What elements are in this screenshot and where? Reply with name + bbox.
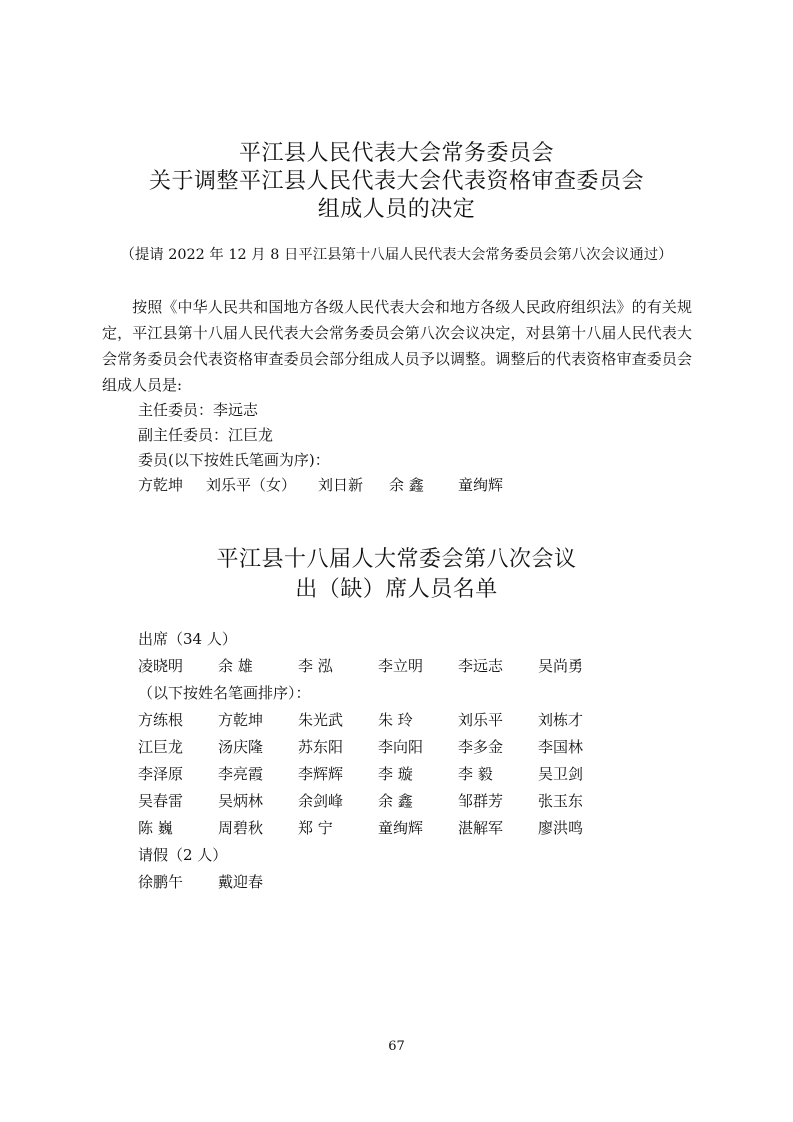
attendee-name: 吴卫剑 bbox=[538, 765, 584, 783]
attendee-name: 江巨龙 bbox=[138, 738, 184, 756]
attendee-name: 李亮霞 bbox=[218, 765, 264, 783]
absentee-name: 戴迎春 bbox=[218, 873, 264, 891]
attendee-name: 汤庆隆 bbox=[218, 738, 264, 756]
order-note: （以下按姓名笔画排序）： bbox=[138, 684, 311, 702]
attendee-name: 廖洪鸣 bbox=[538, 819, 584, 837]
attendee-name: 刘栋才 bbox=[538, 711, 584, 729]
present-label: 出席（34 人） bbox=[138, 630, 237, 648]
decision-body bbox=[102, 294, 692, 398]
attendee-name: 余 鑫 bbox=[378, 792, 413, 810]
attendee-name: 郑 宁 bbox=[298, 819, 333, 837]
member-name: 余 鑫 bbox=[389, 476, 424, 494]
attendee-name: 苏东阳 bbox=[298, 738, 344, 756]
attendee-name: 李辉辉 bbox=[298, 765, 344, 783]
decision-title-line-1: 平江县人民代表大会常务委员会 bbox=[238, 141, 554, 166]
member-name: 方乾坤 bbox=[138, 476, 184, 494]
attendee-name: 李 璇 bbox=[378, 765, 413, 783]
attendee-name: 陈 巍 bbox=[138, 819, 173, 837]
leave-label: 请假（2 人） bbox=[138, 846, 228, 864]
attendee-name: 李国林 bbox=[538, 738, 584, 756]
attendee-name: 李 泓 bbox=[298, 657, 333, 675]
attendee-name: 童绚辉 bbox=[378, 819, 424, 837]
attendee-name: 朱光武 bbox=[298, 711, 344, 729]
decision-body-text: 按照《中华人民共和国地方各级人民代表大会和地方各级人民政府组织法》的有关规定，平江县第十八届人民代表大会常务委员会第八次会议决定，对县第十八届人民代表大会常务委员会代表资格审查委员会部分组成人员予以调整。调整后的代表资格审查委员会组成人员是: bbox=[102, 298, 692, 394]
attendee-name: 吴炳林 bbox=[218, 792, 264, 810]
attendee-name: 湛解军 bbox=[458, 819, 504, 837]
deputy-director-line: 副主任委员：江巨龙 bbox=[138, 426, 274, 444]
attendee-name: 李多金 bbox=[458, 738, 504, 756]
attendee-name: 余剑峰 bbox=[298, 792, 344, 810]
attendee-name: 余 雄 bbox=[218, 657, 253, 675]
absentee-name: 徐鹏午 bbox=[138, 873, 184, 891]
decision-title-line-3: 组成人员的决定 bbox=[317, 197, 476, 222]
attendee-name: 刘乐平 bbox=[458, 711, 504, 729]
members-label: 委员(以下按姓氏笔画为序)： bbox=[138, 451, 330, 469]
member-name: 刘日新 bbox=[318, 476, 364, 494]
attendee-name: 李 毅 bbox=[458, 765, 493, 783]
attendee-name: 邹群芳 bbox=[458, 792, 504, 810]
attendee-name: 方乾坤 bbox=[218, 711, 264, 729]
attendance-title-line-2: 出（缺）席人员名单 bbox=[295, 577, 498, 602]
attendee-name: 方练根 bbox=[138, 711, 184, 729]
page-number: 67 bbox=[388, 1039, 405, 1054]
attendee-name: 李泽原 bbox=[138, 765, 184, 783]
adoption-note: （提请 2022 年 12 月 8 日平江县第十八届人民代表大会常务委员会第八次会议通过） bbox=[120, 247, 673, 263]
attendee-name: 朱 玲 bbox=[378, 711, 413, 729]
attendee-name: 李远志 bbox=[458, 657, 504, 675]
member-name: 童绚辉 bbox=[458, 476, 504, 494]
decision-title-line-2: 关于调整平江县人民代表大会代表资格审查委员会 bbox=[148, 169, 644, 194]
attendee-name: 凌晓明 bbox=[138, 657, 184, 675]
member-name: 刘乐平（女） bbox=[206, 476, 297, 494]
attendee-name: 李向阳 bbox=[378, 738, 424, 756]
attendance-title-line-1: 平江县十八届人大常委会第八次会议 bbox=[216, 547, 577, 572]
attendee-name: 吴春雷 bbox=[138, 792, 184, 810]
attendee-name: 吴尚勇 bbox=[538, 657, 584, 675]
attendee-name: 张玉东 bbox=[538, 792, 584, 810]
director-line: 主任委员：李远志 bbox=[138, 401, 259, 419]
attendee-name: 李立明 bbox=[378, 657, 424, 675]
attendee-name: 周碧秋 bbox=[218, 819, 264, 837]
